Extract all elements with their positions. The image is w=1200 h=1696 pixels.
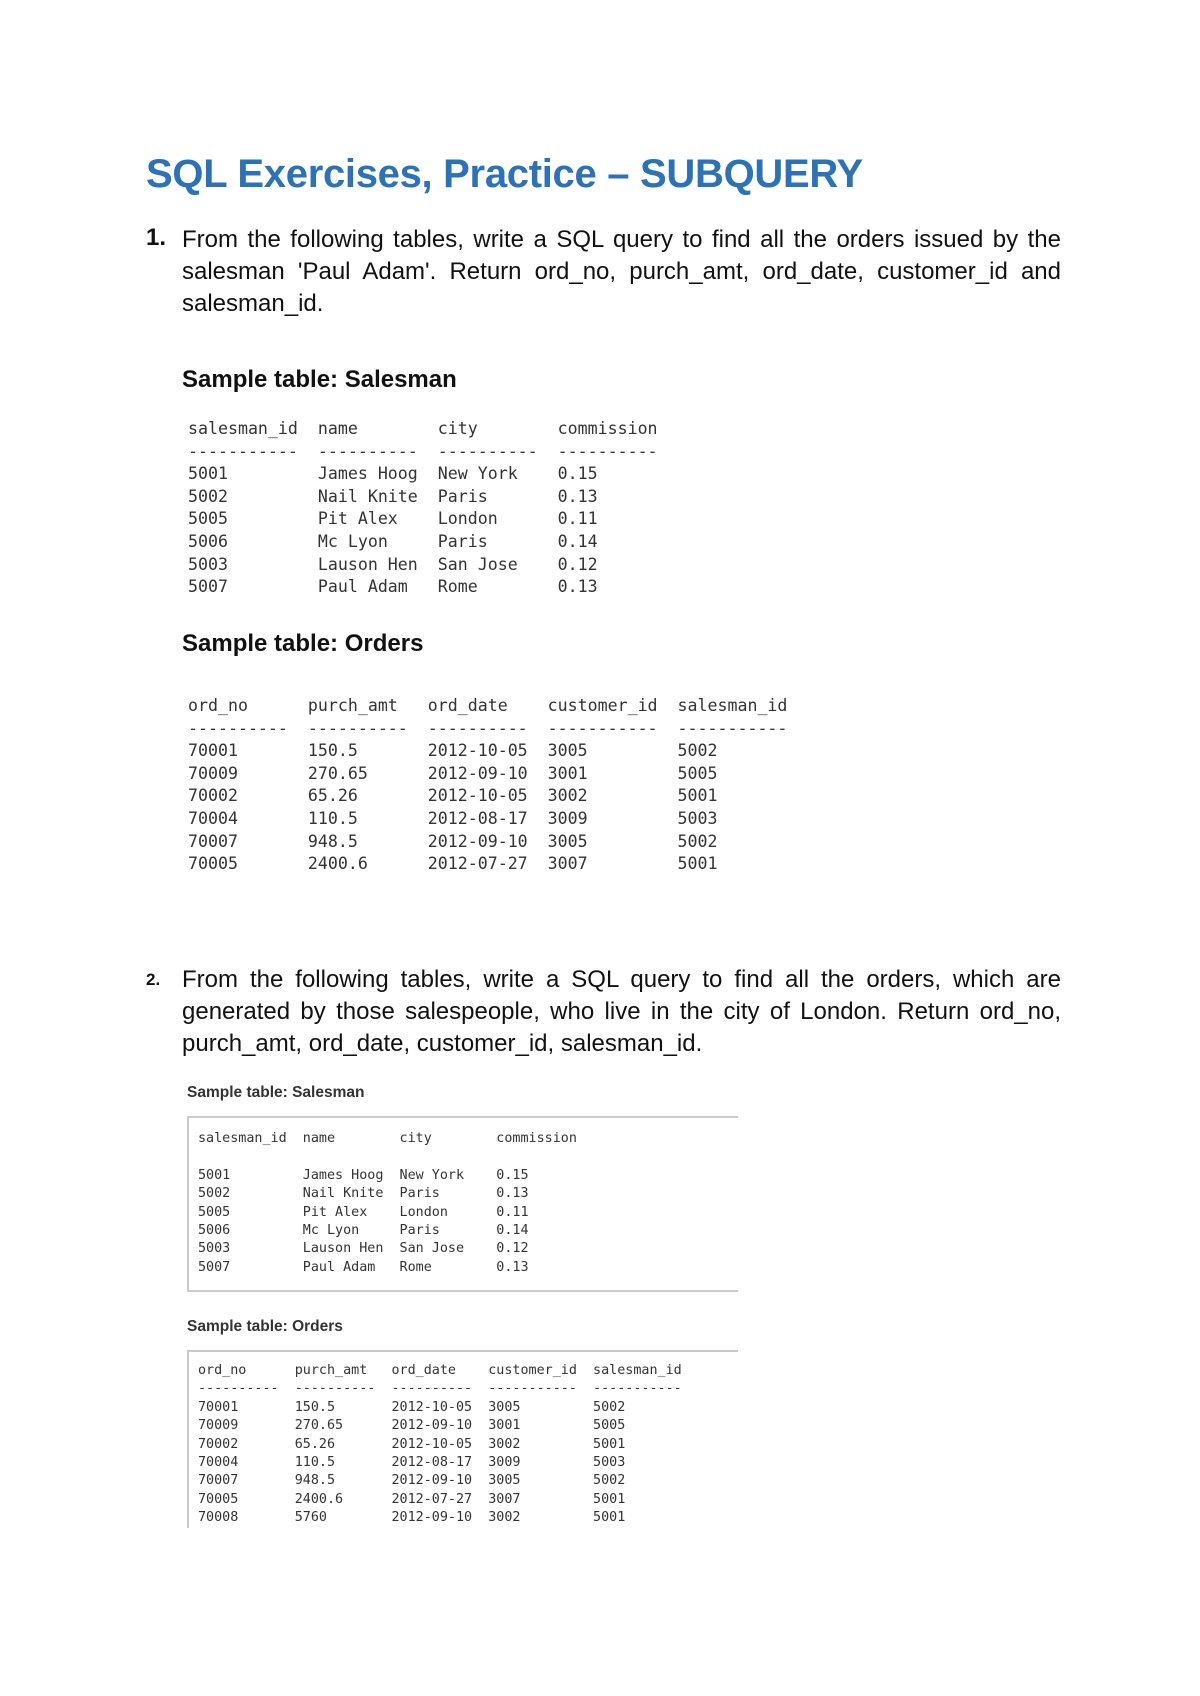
question-text: From the following tables, write a SQL query to find all the orders, which are generated by those salespeople, who live in the city of London. Return ord_no, purch_amt, ord_date, customer_id, salesman_id. — [182, 966, 1061, 1057]
page-title: SQL Exercises, Practice – SUBQUERY — [146, 152, 863, 196]
orders-sample-table: ord_no purch_amt ord_date customer_id salesman_id ---------- ---------- ---------- ----------- ----------- 70001 150.5 2012-10-05 3005 5002 70009 270.65 2012-09-10 3001 5005 70002 65.26 2012-10-05 3002 5001 70004 110.5 2012-08-17 3009 5003 70007 948.5 2012-09-10 3005 5002 70005 2400.6 2012-07-27 3007 5001 70008 5760 2012-09-10 3002 5001 — [198, 1363, 682, 1526]
orders-sample-table-box — [187, 1350, 738, 1528]
question-text: From the following tables, write a SQL query to find all the orders issued by the salesman 'Paul Adam'. Return ord_no, purch_amt, ord_date, customer_id and salesman_id. — [182, 226, 1061, 317]
sample-table-label-orders: Sample table: Orders — [187, 1318, 343, 1335]
question-number: 2. — [146, 970, 161, 989]
sample-table-label-salesman: Sample table: Salesman — [187, 1084, 365, 1101]
salesman-sample-table: salesman_id name city commission 5001 James Hoog New York 0.15 5002 Nail Knite Paris 0.13 5005 Pit Alex London 0.11 5006 Mc Lyon Paris 0.14 5003 Lauson Hen San Jose 0.12 5007 Paul Adam Rome 0.13 — [198, 1131, 577, 1275]
sample-table-label-orders: Sample table: Orders — [182, 630, 424, 657]
orders-sample-table: ord_no purch_amt ord_date customer_id salesman_id ---------- ---------- ---------- ----------- ----------- 70001 150.5 2012-10-05 3005 5002 70009 270.65 2012-09-10 3001 5005 70002 65.26 2012-10-05 3002 5001 70004 110.5 2012-08-17 3009 5003 70007 948.5 2012-09-10 3005 5002 70005 2400.6 2012-07-27 3007 5001 — [188, 696, 788, 874]
sample-table-label-salesman: Sample table: Salesman — [182, 366, 457, 393]
question-number: 1. — [146, 224, 167, 251]
salesman-sample-table: salesman_id name city commission ----------- ---------- ---------- ---------- 5001 James Hoog New York 0.15 5002 Nail Knite Paris 0.13 5005 Pit Alex London 0.11 5006 Mc Lyon Paris 0.14 5003 Lauson Hen San Jose 0.12 5007 Paul Adam Rome 0.13 — [188, 419, 658, 597]
salesman-sample-table-box — [187, 1116, 738, 1292]
